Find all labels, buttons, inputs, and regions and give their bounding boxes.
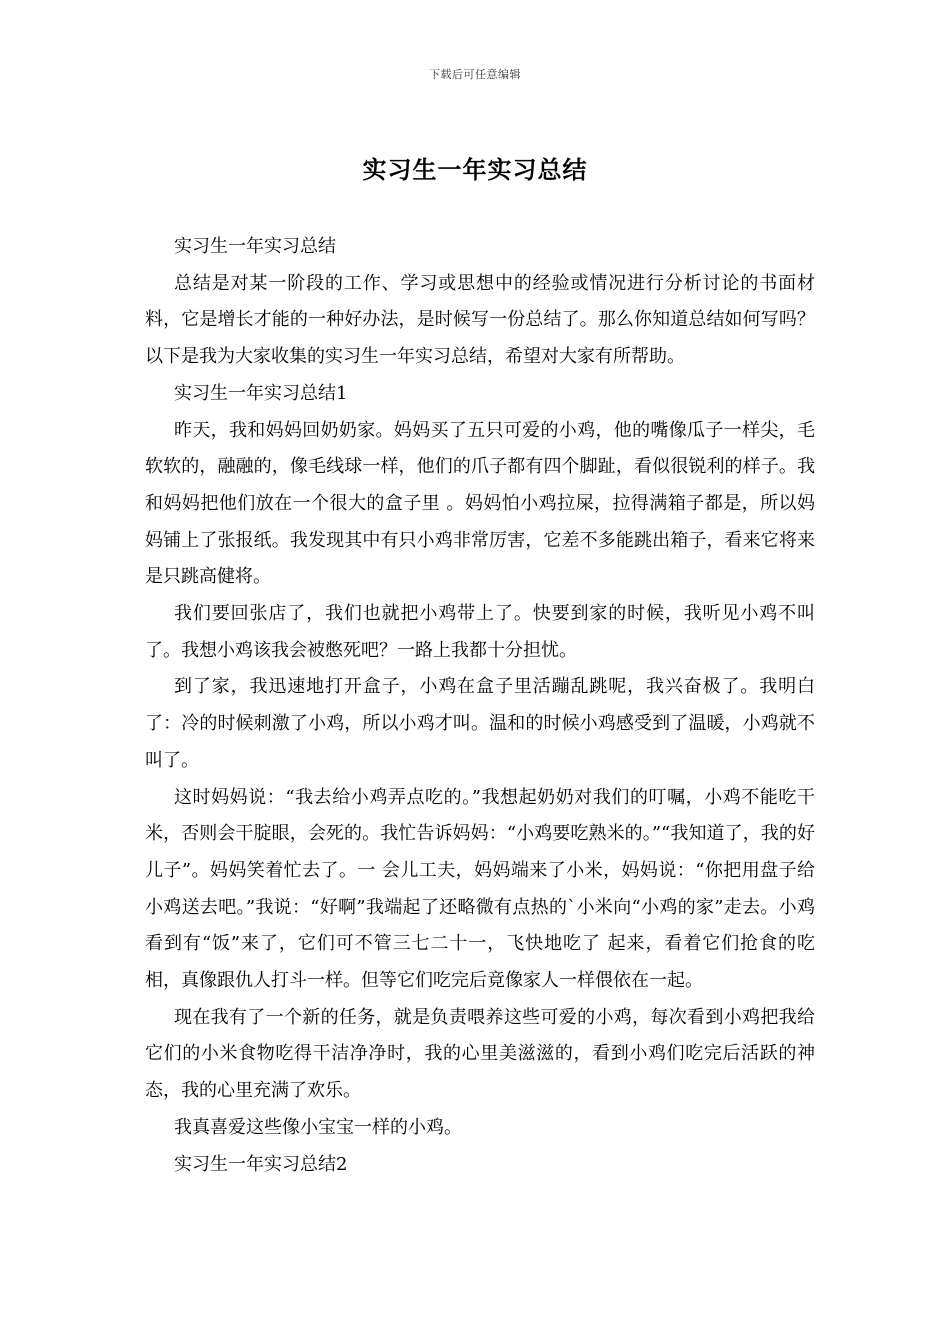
paragraph-subtitle: 实习生一年实习总结 — [174, 236, 336, 257]
paragraph: 现在我有了一个新的任务，就是负责喂养这些可爱的小鸡，每次看到小鸡把我给它们的小米食物吃得干洁净净时，我的心里美滋滋的，看到小鸡们吃完后活跃的神态，我的心里充满了欢乐。 — [145, 1006, 815, 1102]
document-title: 实习生一年实习总结 — [362, 155, 588, 184]
paragraph-intro: 总结是对某一阶段的工作、学习或思想中的经验或情况进行分析讨论的书面材料，它是增长才能的一种好办法，是时候写一份总结了。那么你知道总结如何写吗？以下是我为大家收集的实习生一年实习总结，希望对大家有所帮助。 — [145, 272, 815, 368]
header-note: 下载后可任意编辑 — [429, 68, 521, 81]
paragraph: 这时妈妈说：“我去给小鸡弄点吃的。”我想起奶奶对我们的叮嘱，小鸡不能吃干米，否则会干腚眼，会死的。我忙告诉妈妈：“小鸡要吃熟米的。”“我知道了，我的好儿子”。妈妈笑着忙去了。一 会儿工夫，妈妈端来了小米，妈妈说：“你把用盘子给小鸡送去吧。”我说：“好啊”我端起了还略微有点热的`小米向“小鸡的家”走去。小鸡看到有“饭”来了，它们可不管三七二十一，飞快地吃了 起来，看着它们抢食的吃相，真像跟仇人打斗一样。但等它们吃完后竟像家人一样偎依在一起。 — [145, 786, 815, 992]
paragraph: 我真喜爱这些像小宝宝一样的小鸡。 — [174, 1116, 462, 1138]
paragraph: 昨天，我和妈妈回奶奶家。妈妈买了五只可爱的小鸡，他的嘴像瓜子一样尖，毛软软的，融融的，像毛线球一样，他们的爪子都有四个脚趾，看似很锐利的样子。我和妈妈把他们放在一个很大的盒子里 。妈妈怕小鸡拉屎，拉得满箱子都是，所以妈妈铺上了张报纸。我发现其中有只小鸡非常厉害，它差不多能跳出箱子，看来它将来是只跳高健将。 — [145, 419, 815, 588]
section-heading-2: 实习生一年实习总结2 — [174, 1153, 348, 1175]
paragraph: 我们要回张店了，我们也就把小鸡带上了。快要到家的时候，我听见小鸡不叫了。我想小鸡该我会被憋死吧？一路上我都十分担忧。 — [145, 603, 815, 661]
section-heading-1: 实习生一年实习总结1 — [174, 382, 348, 404]
document-body — [145, 229, 815, 1183]
paragraph: 到了家，我迅速地打开盒子，小鸡在盒子里活蹦乱跳呢，我兴奋极了。我明白了：冷的时候刺激了小鸡，所以小鸡才叫。温和的时候小鸡感受到了温暖，小鸡就不叫了。 — [145, 676, 815, 771]
